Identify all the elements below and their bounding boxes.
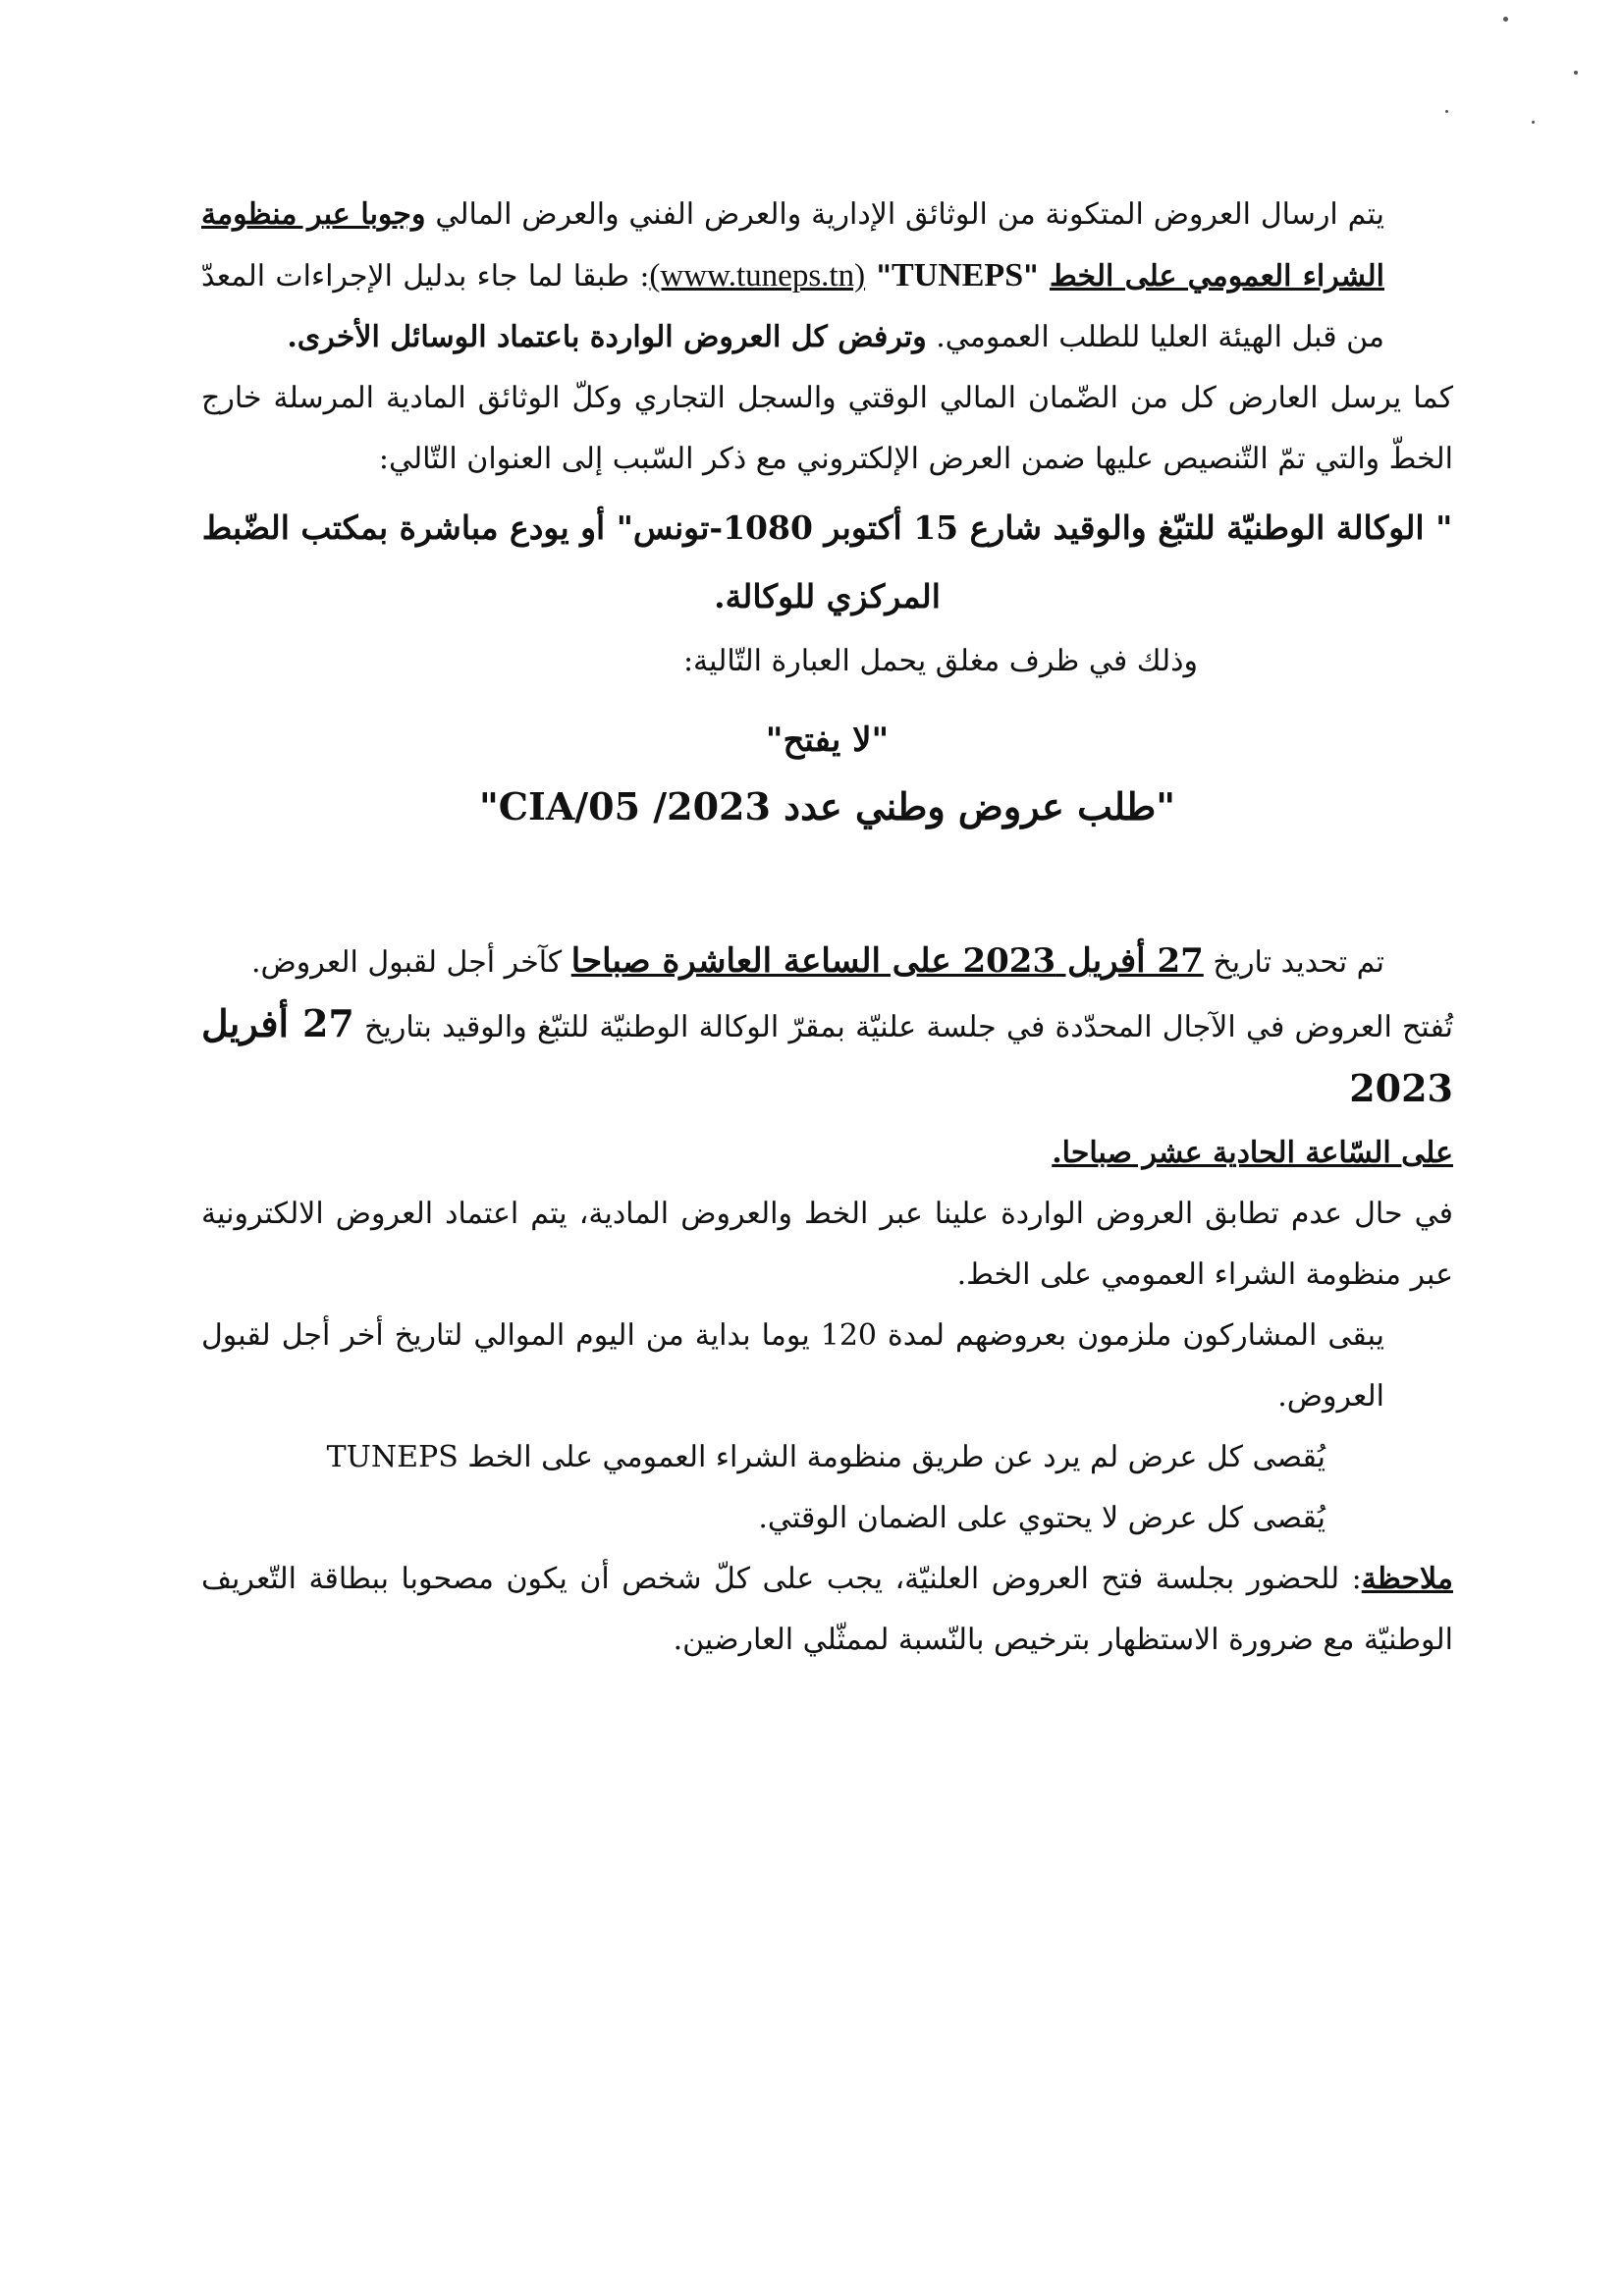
opening-intro: تُفتح العروض في الآجال المحدّدة في جلسة علنيّة بمقرّ الوكالة الوطنيّة للتبّغ والوقيد بتاريخ — [353, 1010, 1453, 1044]
note-label: ملاحظة — [1361, 1562, 1453, 1596]
scan-speck — [1503, 17, 1508, 22]
exclusion-tuneps: يُقصى كل عرض لم يرد عن طريق منظومة الشراء العمومي على الخط TUNEPS — [326, 1440, 1325, 1474]
opening-time: على السّاعة الحادية عشر صباحا. — [1052, 1136, 1453, 1170]
note-text: : للحضور بجلسة فتح العروض العلنيّة، يجب على كلّ شخص أن يكون مصحوبا ببطاقة التّعريف الوطنيّة مع ضرورة الاستظهار بترخيص بالنّسبة لممثّلي العارضين. — [201, 1562, 1453, 1657]
quote-mark: " — [1023, 259, 1050, 294]
deadline-paragraph — [201, 931, 1453, 993]
submission-text: يتم ارسال العروض المتكونة من الوثائق الإدارية والعرض الفني والعرض المالي — [425, 197, 1384, 232]
envelope-intro: وذلك في ظرف مغلق يحمل العبارة التّالية: — [682, 644, 1198, 678]
scan-speck — [1445, 110, 1448, 113]
validity-paragraph: يبقى المشاركون ملزمون بعروضهم لمدة 120 يوما بداية من اليوم الموالي لتاريخ أخر أجل لقبول العروض. — [201, 1318, 1384, 1414]
opening-paragraph — [201, 993, 1453, 1184]
note-paragraph — [201, 1549, 1453, 1671]
reject-other-means-text: وترفض كل العروض الواردة باعتماد الوسائل الأخرى. — [287, 320, 927, 354]
scan-speck — [1574, 71, 1578, 75]
deadline-date: 27 أفريل 2023 على الساعة العاشرة صباحا — [570, 941, 1204, 981]
deadline-suffix: كآخر أجل لقبول العروض. — [251, 945, 571, 980]
submission-paragraph — [201, 185, 1453, 368]
do-not-open-label: "لا يفتح" — [765, 721, 890, 760]
deadline-intro: تم تحديد تاريخ — [1203, 945, 1384, 980]
tuneps-url[interactable]: (www.tuneps.tn) — [649, 258, 866, 294]
exclusion-guarantee: يُقصى كل عرض لا يحتوي على الضمان الوقتي. — [758, 1501, 1325, 1535]
tender-title: "طلب عروض وطني عدد 2023/ CIA/05" — [478, 784, 1175, 828]
spacer — [201, 837, 1453, 931]
document-body — [201, 185, 1453, 1671]
tuneps-name: TUNEPS — [891, 257, 1024, 294]
mandatory-tuneps-text: وجوبا عبر منظومة الشراء العمومي على الخط — [201, 197, 1384, 294]
guarantee-paragraph: كما يرسل العارض كل من الضّمان المالي الوقتي والسجل التجاري وكلّ الوثائق المادية المرسلة خارج الخطّ والتي تمّ التّنصيص عليها ضمن العرض الإلكتروني مع ذكر السّبب إلى العنوان التّالي: — [201, 381, 1453, 476]
procedure-guide-text: : طبقا لما جاء بدليل الإجراءات المعدّ من قبل الهيئة العليا للطلب العمومي. — [201, 259, 1384, 354]
scan-speck — [1532, 121, 1535, 124]
quote-mark: " — [865, 259, 892, 294]
mismatch-paragraph: في حال عدم تطابق العروض الواردة علينا عبر الخط والعروض المادية، يتم اعتماد العروض الالكترونية عبر منظومة الشراء العمومي على الخط. — [201, 1197, 1453, 1292]
opening-date: 27 أفريل 2023 — [201, 1001, 1453, 1110]
agency-address: " الوكالة الوطنيّة للتبّغ والوقيد شارع 15 أكتوبر 1080-تونس" أو يودع مباشرة بمكتب الضّبط المركزي للوكالة. — [201, 508, 1453, 615]
